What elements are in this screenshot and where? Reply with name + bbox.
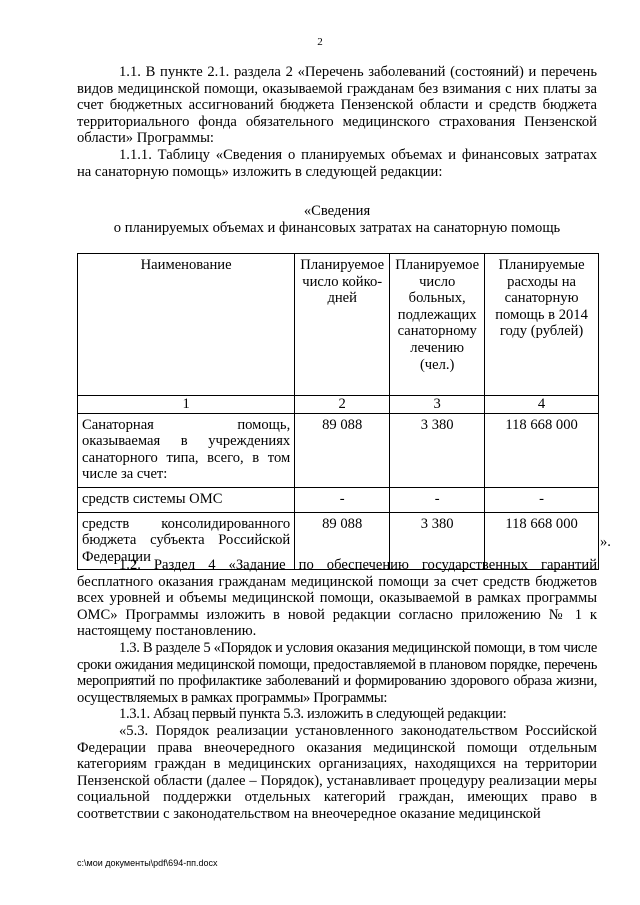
body-section bbox=[77, 557, 597, 823]
row-patients: - bbox=[390, 487, 485, 512]
row-bed-days: 89 088 bbox=[295, 413, 390, 487]
paragraph-1-1-1: 1.1.1. Таблицу «Сведения о планируемых объемах и финансовых затратах на санаторную помощь» изложить в следующей редакции: bbox=[77, 146, 597, 180]
sanatorium-table bbox=[77, 253, 599, 570]
paragraph-1-1: 1.1. В пункте 2.1. раздела 2 «Перечень заболеваний (состояний) и перечень видов медицинской помощи, оказываемой гражданам без взимания с них платы за счет бюджетных ассигнований бюджета Пензенской области и средств бюджета территориального фонда обязательного медицинского страхования Пензенской области» Программы: bbox=[77, 64, 597, 147]
closing-quote: ». bbox=[600, 534, 611, 550]
row-label: средств системы ОМС bbox=[78, 487, 295, 512]
paragraph-1-2: 1.2. Раздел 4 «Задание по обеспечению государственных гарантий бесплатного оказания гражданам медицинской помощи за счет средств бюджетов всех уровней и объемы медицинской помощи, оказываемой в рамках программы ОМС» Программы изложить в новой редакции согласно приложению № 1 к настоящему постановлению. bbox=[77, 557, 597, 640]
table-row bbox=[78, 413, 599, 487]
row-label: Санаторная помощь, оказываемая в учреждениях санаторного типа, всего, в том числе за счет: bbox=[78, 413, 295, 487]
column-number: 1 bbox=[78, 396, 295, 414]
header-expenses: Планируемые расходы на санаторную помощь в 2014 году (рублей) bbox=[485, 254, 599, 396]
row-label: средств консолидированного бюджета субъекта Российской Федерации bbox=[78, 512, 295, 570]
intro-section bbox=[77, 64, 597, 180]
table-row bbox=[78, 487, 599, 512]
column-number: 2 bbox=[295, 396, 390, 414]
row-patients: 3 380 bbox=[390, 512, 485, 570]
header-patients: Планируемое число больных, подлежащих санаторному лечению (чел.) bbox=[390, 254, 485, 396]
header-name: Наименование bbox=[78, 254, 295, 396]
row-expenses: 118 668 000 bbox=[485, 512, 599, 570]
footer-file-path: c:\мои документы\pdf\694-пп.docx bbox=[77, 858, 218, 868]
paragraph-5-3: «5.3. Порядок реализации установленного законодательством Российской Федерации права внеочередного оказания медицинской помощи отдельным категориям граждан в медицинских организациях, находящихся на территории Пензенской области (далее – Порядок), устанавливает процедуру реализации меры социальной поддержки отдельных категорий граждан, имеющих право в соответствии с законодательством на внеочередное оказание медицинской bbox=[77, 722, 597, 822]
table-title-line-1: «Сведения bbox=[303, 203, 371, 219]
row-expenses: - bbox=[485, 487, 599, 512]
paragraph-1-3: 1.3. В разделе 5 «Порядок и условия оказания медицинской помощи, в том числе сроки ожидания медицинской помощи, предоставляемой в плановом порядке, перечень мероприятий по профилактике заболеваний и формированию здорового образа жизни, осуществляемых в рамках программы» Программы: bbox=[77, 639, 597, 706]
header-bed-days: Планируемое число койко-дней bbox=[295, 254, 390, 396]
paragraph-1-3-1: 1.3.1. Абзац первый пункта 5.3. изложить в следующей редакции: bbox=[119, 706, 507, 723]
page-number: 2 bbox=[317, 36, 323, 48]
table-title-line-2: о планируемых объемах и финансовых затратах на санаторную помощь bbox=[113, 220, 561, 236]
row-patients: 3 380 bbox=[390, 413, 485, 487]
row-bed-days: 89 088 bbox=[295, 512, 390, 570]
column-number: 4 bbox=[485, 396, 599, 414]
table-number-row bbox=[78, 396, 599, 414]
table-header-row bbox=[78, 254, 599, 396]
column-number: 3 bbox=[390, 396, 485, 414]
row-expenses: 118 668 000 bbox=[485, 413, 599, 487]
row-bed-days: - bbox=[295, 487, 390, 512]
